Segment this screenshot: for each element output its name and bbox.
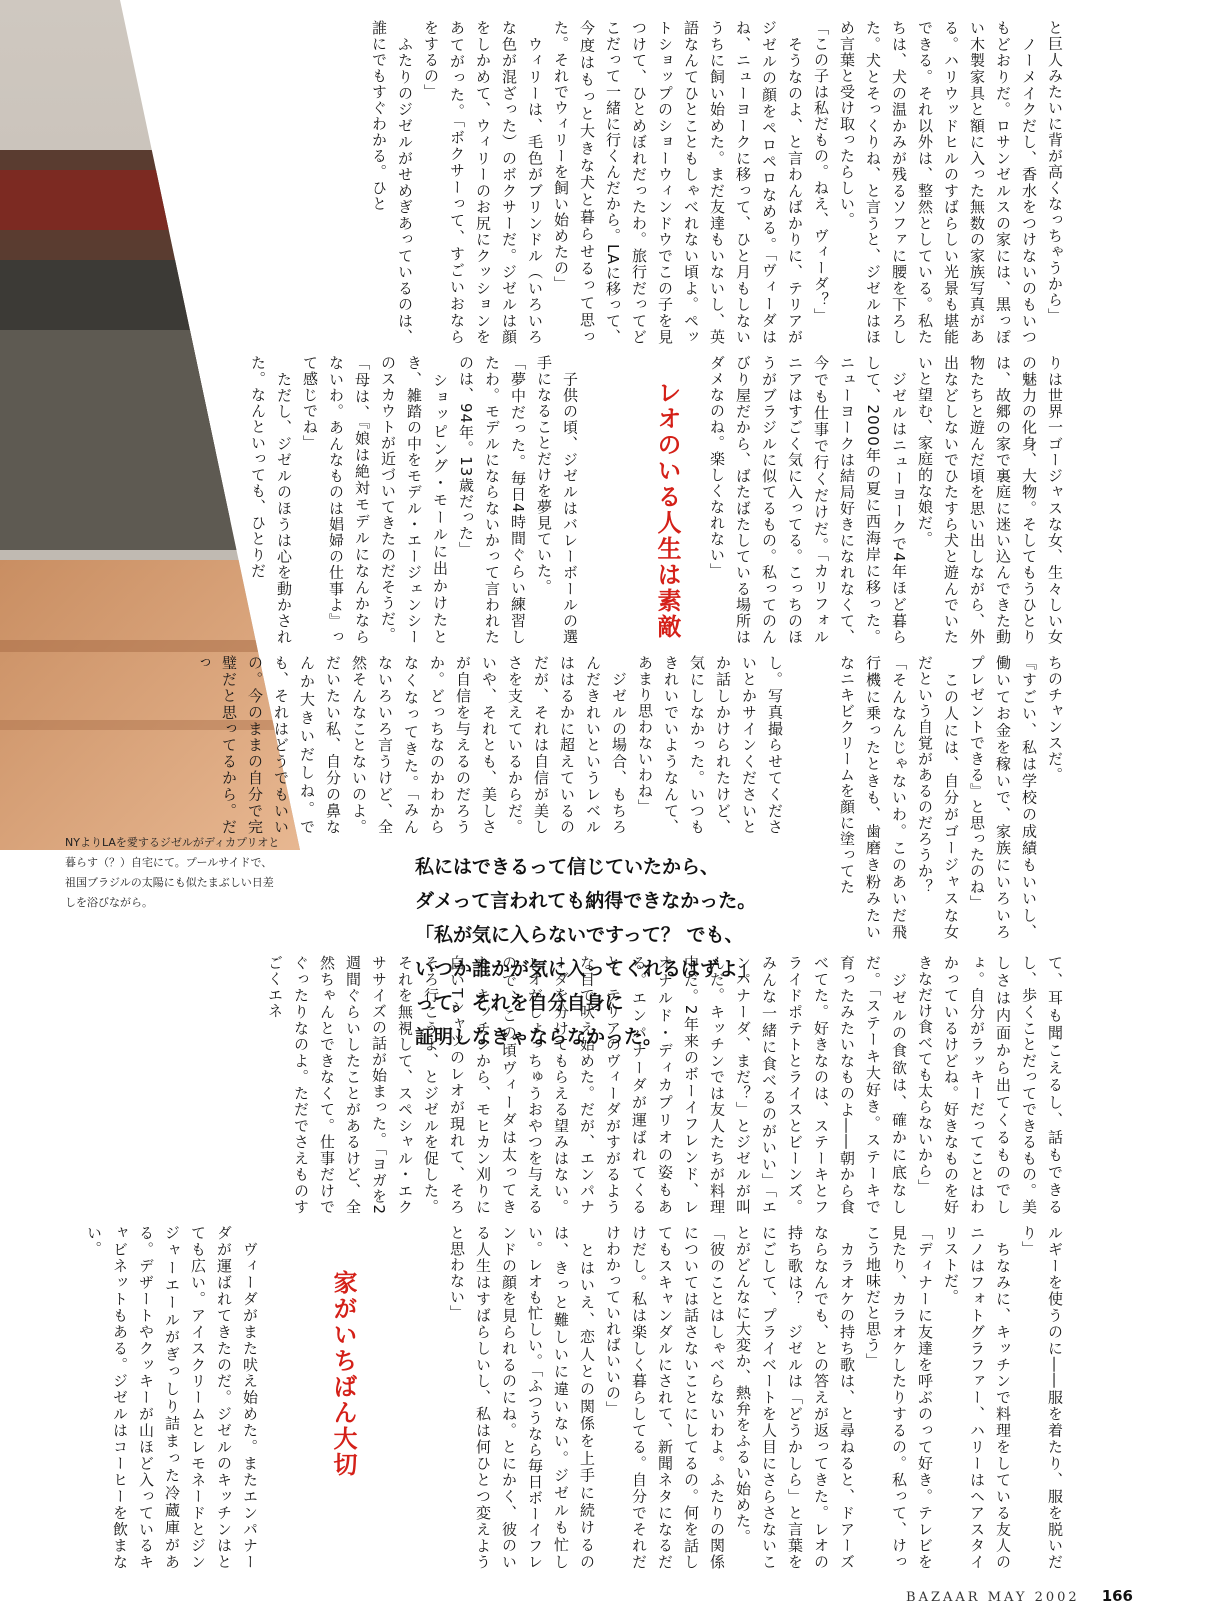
column-text: 子供の頃、ジゼルはバレーボールの選手になることだけを夢見ていた。 「夢中だった。毎日4時間ぐらい練習したわ。モデルにならないかって言われたのは、94年。13歳だった」 ショッピング・モールに出かけたとき、雑踏の中をモデル・エージェンシーのスカウトが近づいてきたのだそうだ。 「母は、『娘は絶対モデルになんかならないわ。あんなものは娼婦の仕事よ』って感じでね」 ただし、ジゼルのほうは心を動かされた。なんといっても、ひとりだ — [249, 355, 579, 645]
pull-quote-line: 証明しなきゃならなかった。 — [415, 1026, 663, 1048]
column-middle-left — [225, 355, 635, 645]
column-bottom-3 — [60, 1225, 315, 1570]
column-upper-right — [60, 20, 1120, 345]
folio — [906, 1587, 1133, 1605]
column-text: ルギーを使うのに――服を着たり、服を脱いだり」 ちなみに、キッチンで料理をしている友人のニノはフォトグラファー、ハリーはヘアスタイリストだ。 「ディナーに友達を呼ぶのって好き。テレビを見たり、カラオケしたりするの。私って、けっこう地味だと思う」 カラオケの持ち歌は、と尋ねると、ドアーズならなんでも、との答えが返ってきた。レオの持ち歌は？ ジゼルは「どうかしら」と言葉をにごして、プライベートを人目にさらさないことがどんなに大変か、熱弁をふるい始めた。 「彼のことはしゃべらないわよ。ふたりの関係については話さないことにしてるの。何を話してもスキャンダルにされて、新聞ネタになるだけだし。私は楽しく暮らしてる。自分でそれだけわかっていればいいの」 とはいえ、恋人との関係を上手に続けるのは、きっと難しいに違いない。ジゼルも忙しい。レオも忙しい。「ふつうなら毎日ボーイフレンドの顔を見られるのにね。とにかく、彼のいる人生はすばらしいし、私は何ひとつ変えようと思わない」 — [448, 1225, 1064, 1571]
column-middle-right — [690, 355, 1120, 645]
column-bottom-1 — [60, 955, 1120, 1215]
pull-quote-line: 私にはできるって信じていたから、 — [415, 856, 720, 878]
column-text: ちのチャンスだ。 『すごい、私は学校の成績もいいし、働いてお金を稼いで、家族にいろいろプレゼントできる』と思ったのね」 この人には、自分がゴージャスな女だという自覚があるのだろうか？ 「そんなんじゃないわ。このあいだ飛行機に乗ったときも、歯磨き粉みたいなニキビクリームを顔に塗ってた — [838, 655, 1064, 940]
page-number: 166 — [1101, 1587, 1133, 1605]
section-heading: レオのいる人生は素敵 — [653, 380, 681, 640]
column-bottom-2 — [370, 1225, 1120, 1570]
pull-quote-line: 「私が気に入らないですって？ でも、 — [415, 924, 744, 946]
column-text: し。写真撮らせてくださいとかサインくださいとか話しかけられたけど、気にしなかった。いつもきれいでいようなんて、あまり思わないわね」 ジゼルの場合、もちろんだきれいというレベルははるかに超えているのだが、それは自信が美しさを支えているからだ。いや、それとも、美しさが自信を与えるのだろうか。どっちなのかわからなくなってきた。「みんないろいろ言うけど、全然そんなことないのよ。だいたい私、自分の鼻なんか大きいだしね。でも、それはどうでもいいの。今のままの自分で完璧だと思ってるから。だっ — [194, 655, 784, 835]
pull-quote-line: ダメって言われても納得できなかった。 — [415, 890, 757, 912]
column-text: ヴィーダがまた吠え始めた。またエンパナーダが運ばれてきたのだ。ジゼルのキッチンはとても広い。アイスクリームとレモネードとジンジャーエールがぎっしり詰まった冷蔵庫がある。デザートやクッキーが山ほど入っているキャビネットもある。ジゼルはコーヒーを飲まない。 — [85, 1225, 259, 1570]
pull-quote-line: いつか誰かが気に入ってくれるはずよ」 — [415, 958, 758, 980]
column-text: りは世界一ゴージャスな女、生々しい女の魅力の化身、大物。そしてもうひとりは、故郷の家で裏庭に迷い込んできた動物たちと遊んだ頃を思い出しながら、外出などしないでひたすら犬と遊んでいたいと望む、家庭的な娘だ。 ジゼルはニューヨークで4年ほど暮らして、2000年の夏に西海岸に移った。ニューヨークは結局好きになれなくて、今でも仕事で行くだけだ。「カリフォルニアはすごく気に入ってる。こっちのほうがブラジルに似てるもの。私ってのんびり屋だから、ばたばたしている場所はダメなのね。楽しくなれない」 — [708, 355, 1064, 645]
column-lower-middle — [194, 655, 840, 835]
column-lower-right — [838, 655, 1120, 940]
pull-quote-line: って。それを自分自身に — [415, 992, 624, 1014]
magazine-name: BAZAAR MAY 2002 — [906, 1590, 1080, 1605]
column-text: て、耳も聞こえるし、話もできるし、歩くことだってできるもの。美しさは内面から出てくるものでしょ。自分がラッキーだってことはわかっているけどね。好きなものを好きなだけ食べても太らないから」 ジゼルの食欲は、確かに底なしだ。「ステーキ大好き。ステーキで育ったみたいなものよ――朝から食べてた。好きなのは、ステーキとフライドポテトとライスとビーンズ。みんな一緒に食べるのがいい」「エンパナーダ、まだ？」とジゼルが叫んだ。キッチンでは友人たちが料理中だ。2年来のボーイフレンド、レオナルド・ディカプリオの姿もある。エンパナーダが運ばれてくると、テリアのヴィーダがすがるような目で吠え始めた。だが、エンパナーダを分けてもらえる望みはない。レオがしょっちゅうおやつを与えるので、この頃ヴィーダは太ってきた。キッチンから、モヒカン刈りに白いTシャツのレオが現れて、そろそろ行こうよ、とジゼルを促した。それを無視して、スペシャル・エクササイズの話が始まった。「ヨガを2週間ぐらいしたことがあるけど、全然ちゃんとできなくて。仕事だけでぐったりなのよ。ただでさえものすごくエネ — [266, 955, 1064, 1215]
photo-caption: NYよりLAを愛するジゼルがディカプリオと暮らす（？）自宅にて。プールサイドで、祖国ブラジルの太陽にも似たまぶしい日差しを浴びながら。 — [65, 836, 280, 909]
section-heading: 家がいちばん大切 — [329, 1270, 357, 1478]
column-text: と巨人みたいに背が高くなっちゃうから」 ノーメイクだし、香水をつけないのもいつもどおりだ。ロサンゼルスの家には、黒っぽい木製家具と額に入った無数の家族写真がある。ハリウッドヒルのすばらしい光景も堪能できる。それ以外は、整然としている。私たちは、犬の温かみが残るソファに腰を下ろした。犬とそっくりね、と言うと、ジゼルはほめ言葉と受け取ったらしい。 「この子は私だもの。ねえ、ヴィーダ？」 そうなのよ、と言わんばかりに、テリアがジゼルの顔をペロペロなめる。「ヴィーダはね、ニューヨークに移って、ひと月もしないうちに飼い始めた。まだ友達もいないし、英語なんてひとこともしゃべれない頃よ。ペットショップのショーウィンドウでこの子を見つけて、ひとめぼれだったわ。旅行だってどこだって一緒に行くんだから。LAに移って、今度はもっと大きな犬と暮らせるって思った。それでウィリーを飼い始めたの」 ウィリーは、毛色がブリンドル（いろいろな色が混ざった）のボクサーだ。ジゼルは顔をしかめて、ウィリーのお尻にクッションをあてがった。「ボクサーって、すごいおならをするの」 ふたりのジゼルがせめぎあっているのは、誰にでもすぐわかる。ひと — [370, 20, 1064, 345]
